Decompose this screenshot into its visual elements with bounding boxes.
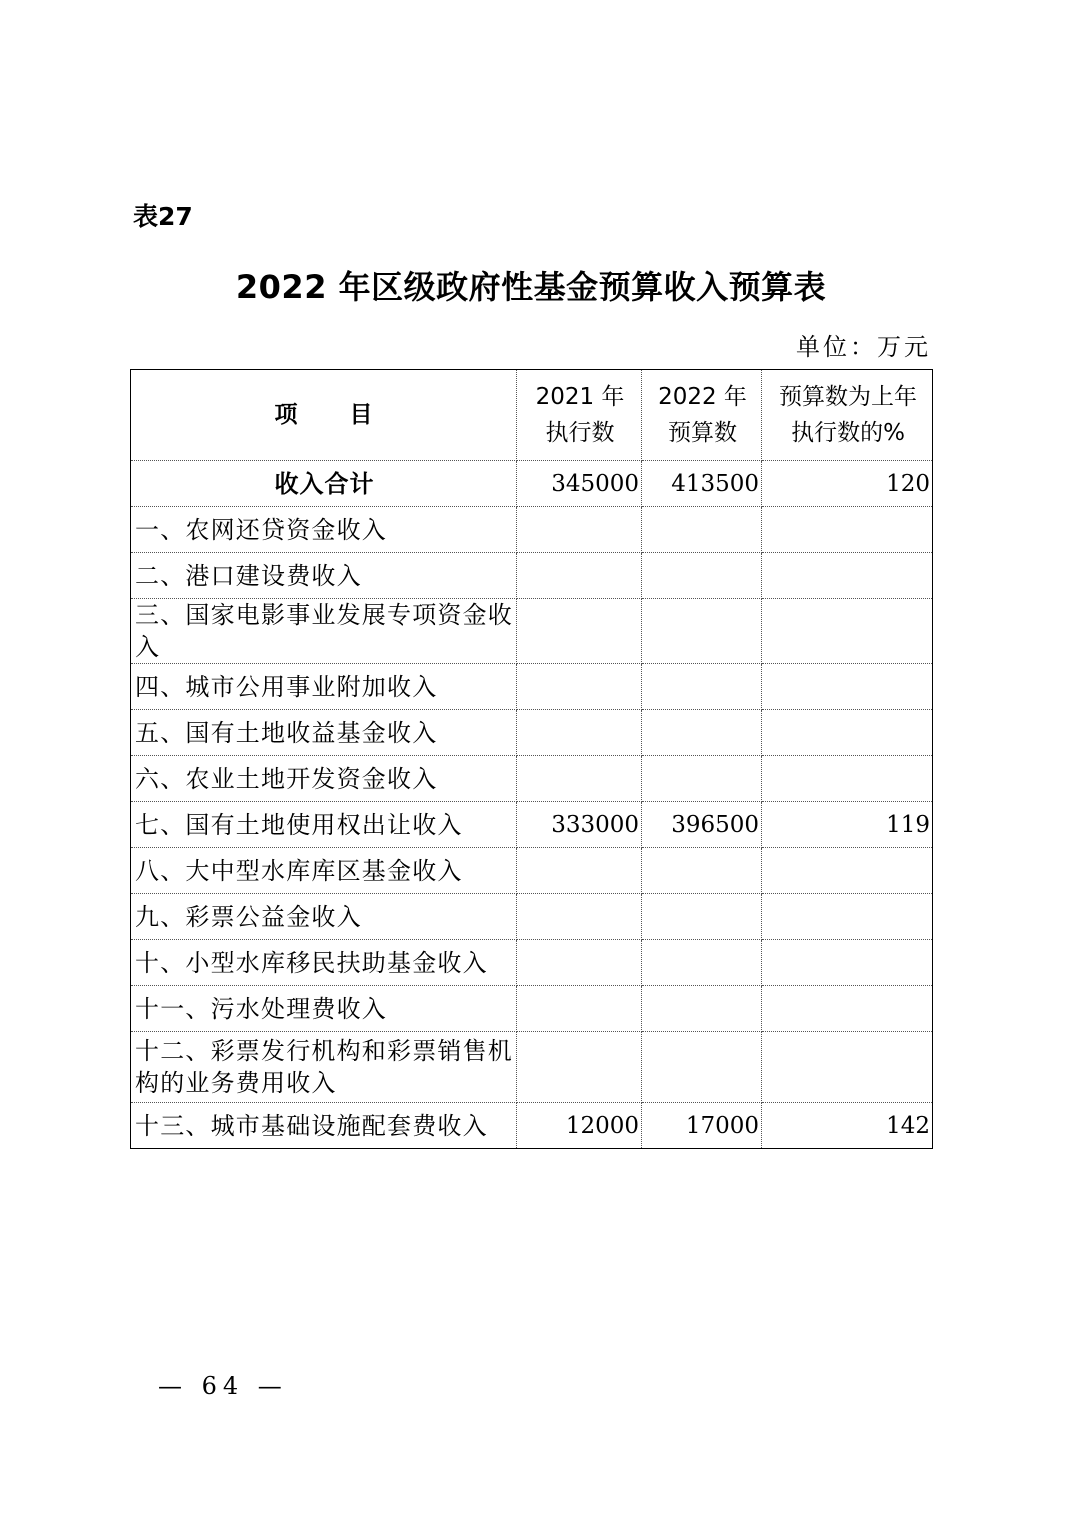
row-label: 十二、彩票发行机构和彩票销售机构的业务费用收入: [131, 1032, 517, 1103]
cell-percent: [762, 940, 933, 986]
cell-budget-2022: 413500: [642, 461, 762, 507]
row-label: 收入合计: [131, 461, 517, 507]
cell-budget-2022: [642, 940, 762, 986]
table-row: [131, 756, 933, 802]
cell-percent: [762, 664, 933, 710]
table-row: [131, 553, 933, 599]
cell-percent: 119: [762, 802, 933, 848]
row-label: 三、国家电影事业发展专项资金收入: [131, 599, 517, 664]
cell-exec-2021: [517, 1032, 642, 1103]
table-row: [131, 1103, 933, 1149]
row-label: 十三、城市基础设施配套费收入: [131, 1103, 517, 1149]
row-label: 八、大中型水库库区基金收入: [131, 848, 517, 894]
cell-percent: [762, 894, 933, 940]
table-row: [131, 1032, 933, 1103]
cell-exec-2021: [517, 848, 642, 894]
table-row-total: [131, 461, 933, 507]
cell-budget-2022: [642, 756, 762, 802]
cell-exec-2021: [517, 507, 642, 553]
cell-budget-2022: [642, 894, 762, 940]
table-row: [131, 710, 933, 756]
table-row: [131, 599, 933, 664]
cell-exec-2021: 345000: [517, 461, 642, 507]
cell-percent: [762, 553, 933, 599]
cell-exec-2021: [517, 940, 642, 986]
cell-exec-2021: [517, 756, 642, 802]
cell-exec-2021: [517, 710, 642, 756]
table-row: [131, 664, 933, 710]
column-header-exec-2021: 2021 年 执行数: [517, 370, 642, 461]
row-label: 六、农业土地开发资金收入: [131, 756, 517, 802]
document-title: 2022 年区级政府性基金预算收入预算表: [235, 268, 827, 306]
cell-budget-2022: 396500: [642, 802, 762, 848]
cell-budget-2022: [642, 1032, 762, 1103]
cell-percent: [762, 756, 933, 802]
cell-exec-2021: [517, 664, 642, 710]
table-row: [131, 848, 933, 894]
cell-budget-2022: [642, 986, 762, 1032]
table-row: [131, 507, 933, 553]
row-label: 一、农网还贷资金收入: [131, 507, 517, 553]
column-header-item: 项 目: [131, 370, 517, 461]
cell-percent: [762, 986, 933, 1032]
table-header: [131, 370, 933, 461]
cell-exec-2021: [517, 986, 642, 1032]
cell-percent: [762, 599, 933, 664]
cell-budget-2022: [642, 848, 762, 894]
row-label: 九、彩票公益金收入: [131, 894, 517, 940]
table-number: 表27: [133, 202, 193, 231]
table-row: [131, 894, 933, 940]
row-label: 四、城市公用事业附加收入: [131, 664, 517, 710]
cell-percent: [762, 710, 933, 756]
cell-exec-2021: [517, 599, 642, 664]
cell-exec-2021: [517, 553, 642, 599]
cell-budget-2022: [642, 710, 762, 756]
table-row: [131, 986, 933, 1032]
cell-exec-2021: 12000: [517, 1103, 642, 1149]
page-number: — 64 —: [158, 1372, 288, 1400]
table-row: [131, 802, 933, 848]
row-label: 二、港口建设费收入: [131, 553, 517, 599]
column-header-budget-2022: 2022 年 预算数: [642, 370, 762, 461]
column-header-percent: 预算数为上年 执行数的%: [762, 370, 933, 461]
cell-percent: 120: [762, 461, 933, 507]
cell-budget-2022: [642, 664, 762, 710]
row-label: 五、国有土地收益基金收入: [131, 710, 517, 756]
cell-exec-2021: [517, 894, 642, 940]
row-label: 十、小型水库移民扶助基金收入: [131, 940, 517, 986]
row-label: 七、国有土地使用权出让收入: [131, 802, 517, 848]
cell-budget-2022: [642, 507, 762, 553]
cell-exec-2021: 333000: [517, 802, 642, 848]
row-label: 十一、污水处理费收入: [131, 986, 517, 1032]
cell-budget-2022: [642, 553, 762, 599]
cell-percent: 142: [762, 1103, 933, 1149]
table-row: [131, 940, 933, 986]
cell-percent: [762, 1032, 933, 1103]
budget-table: [130, 369, 933, 1149]
cell-budget-2022: 17000: [642, 1103, 762, 1149]
cell-percent: [762, 507, 933, 553]
cell-percent: [762, 848, 933, 894]
cell-budget-2022: [642, 599, 762, 664]
unit-label: 单位：万元: [796, 333, 931, 361]
